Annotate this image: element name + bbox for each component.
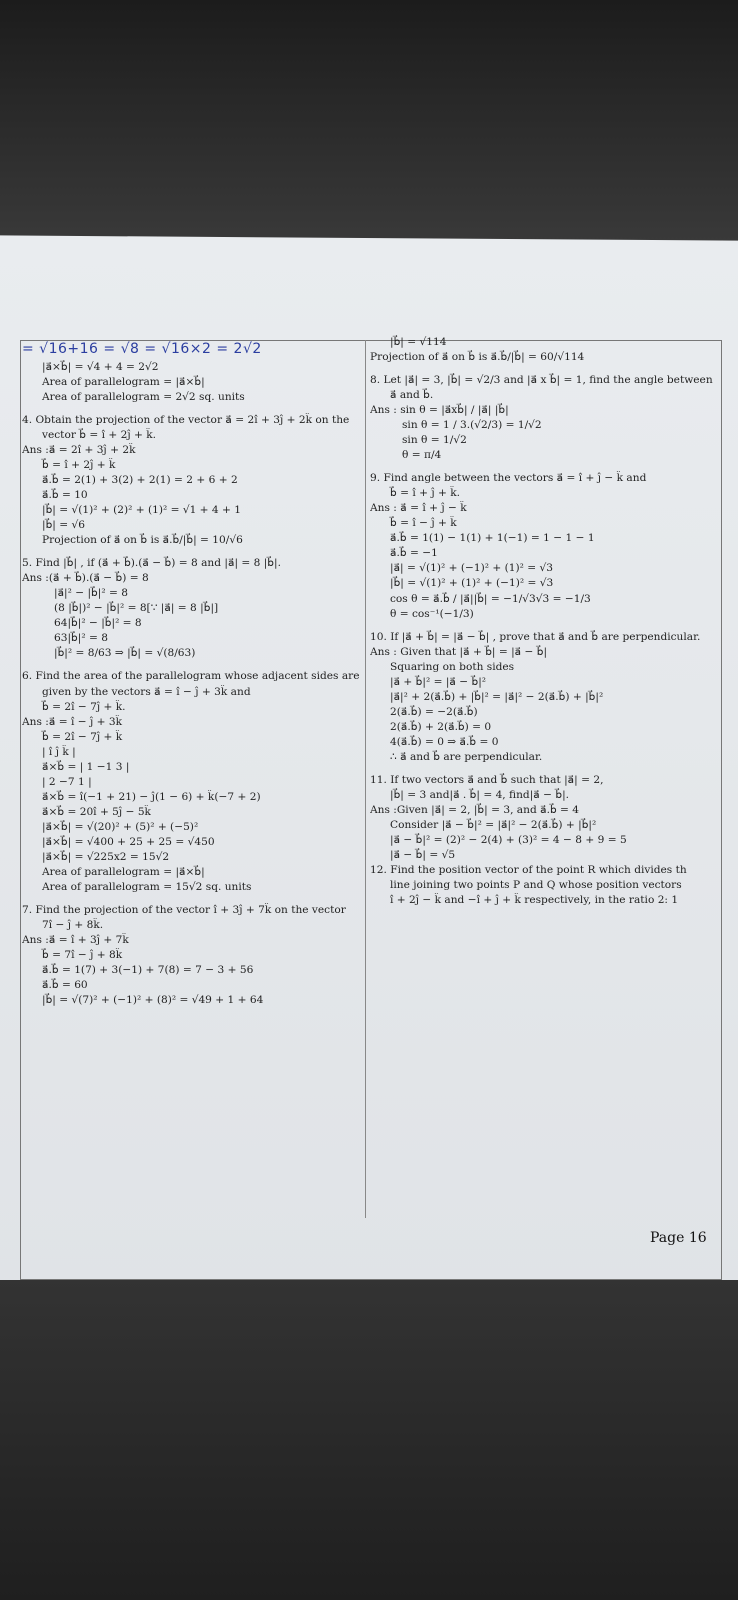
left-text-line: (8 |b⃗|)² − |b⃗|² = 8[∵ |a⃗| = 8 |b⃗|] bbox=[54, 602, 219, 615]
left-text-line: Area of parallelogram = |a⃗×b⃗| bbox=[42, 865, 205, 878]
left-text-line: 7. Find the projection of the vector î + 3ĵ + 7k̂ on the vector bbox=[22, 903, 346, 916]
right-text-line: Projection of a⃗ on b⃗ is a⃗.b⃗/|b⃗| = 60/√114 bbox=[370, 351, 585, 364]
right-text-line: î + 2ĵ − k̂ and −î + ĵ + k̂ respectively, in the ratio 2: 1 bbox=[390, 894, 679, 907]
right-text-line: b⃗ = î − ĵ + k̂ bbox=[390, 517, 457, 530]
right-text-line: |a⃗ + b⃗|² = |a⃗ − b⃗|² bbox=[390, 675, 487, 688]
right-text-line: line joining two points P and Q whose position vectors bbox=[390, 879, 682, 892]
left-text-line: a⃗×b⃗ = î(−1 + 21) − ĵ(1 − 6) + k̂(−7 + 2) bbox=[42, 790, 261, 803]
left-text-line: | î ĵ k̂ | bbox=[42, 745, 76, 758]
left-text-line: given by the vectors a⃗ = î − ĵ + 3k̂ and bbox=[42, 685, 251, 698]
right-text-line: sin θ = 1 / 3.(√2/3) = 1/√2 bbox=[402, 419, 542, 432]
left-text-line: a⃗.b⃗ = 60 bbox=[42, 979, 88, 992]
right-text-line: Squaring on both sides bbox=[390, 660, 515, 673]
left-text-line: Area of parallelogram = 15√2 sq. units bbox=[42, 880, 252, 893]
right-text-line: a⃗.b⃗ = −1 bbox=[390, 547, 438, 560]
left-text-line: 7î − ĵ + 8k̂. bbox=[42, 918, 104, 931]
left-text-line: |b⃗|² = 8/63 ⇒ |b⃗| = √(8/63) bbox=[54, 647, 196, 660]
left-text-line: b⃗ = 2î − 7ĵ + k̂ bbox=[42, 730, 123, 743]
left-text-line: |a⃗×b⃗| = √225x2 = 15√2 bbox=[42, 850, 170, 863]
right-text-line: 12. Find the position vector of the point R which divides th bbox=[370, 864, 687, 877]
right-text-line: Ans :Given |a⃗| = 2, |b⃗| = 3, and a⃗.b⃗ = 4 bbox=[370, 803, 580, 816]
left-text-line: = √16+16 = √8 = √16×2 = 2√2 bbox=[22, 341, 262, 357]
left-column bbox=[22, 340, 360, 1008]
left-text-line: |b⃗| = √(1)² + (2)² + (1)² = √1 + 4 + 1 bbox=[42, 504, 242, 517]
right-text-line: |a⃗ − b⃗| = √5 bbox=[390, 849, 456, 861]
right-text-line: θ = π/4 bbox=[402, 449, 442, 462]
left-text-line: Ans :(a⃗ + b⃗).(a⃗ − b⃗) = 8 bbox=[22, 572, 149, 585]
right-text-line: 8. Let |a⃗| = 3, |b⃗| = √2/3 and |a⃗ x b⃗| = 1, find the angle between bbox=[370, 374, 713, 387]
left-text-line: b⃗ = 2î − 7ĵ + k̂. bbox=[42, 700, 126, 713]
left-text-line: Projection of a⃗ on b⃗ is a⃗.b⃗/|b⃗| = 10/√6 bbox=[42, 534, 243, 547]
right-text-line: 4(a⃗.b⃗) = 0 ⇒ a⃗.b⃗ = 0 bbox=[390, 735, 499, 748]
column-divider bbox=[365, 340, 366, 1218]
left-text-line: Ans :a⃗ = î + 3ĵ + 7k̂ bbox=[22, 934, 129, 946]
left-text-line: a⃗.b⃗ = 2(1) + 3(2) + 2(1) = 2 + 6 + 2 bbox=[42, 474, 238, 487]
right-text-line: |a⃗ − b⃗|² = (2)² − 2(4) + (3)² = 4 − 8 + 9 = 5 bbox=[390, 833, 627, 846]
right-text-line: ∴ a⃗ and b⃗ are perpendicular. bbox=[390, 750, 543, 763]
left-text-line: |a⃗|² − |b⃗|² = 8 bbox=[54, 587, 128, 600]
right-text-line: θ = cos⁻¹(−1/3) bbox=[390, 607, 474, 620]
right-text-line: 2(a⃗.b⃗) = −2(a⃗.b⃗) bbox=[390, 705, 478, 718]
left-text-line: 6. Find the area of the parallelogram whose adjacent sides are bbox=[22, 670, 360, 683]
left-text-line: 63|b⃗|² = 8 bbox=[54, 632, 108, 645]
right-text-line: |b⃗| = √(1)² + (1)² + (−1)² = √3 bbox=[390, 577, 554, 590]
right-text-line: Ans : a⃗ = î + ĵ − k̂ bbox=[370, 502, 467, 515]
right-text-line: 9. Find angle between the vectors a⃗ = î + ĵ − k̂ and bbox=[370, 472, 647, 485]
left-text-line: |a⃗×b⃗| = √4 + 4 = 2√2 bbox=[42, 360, 159, 373]
left-text-line: 64|b⃗|² − |b⃗|² = 8 bbox=[54, 617, 142, 630]
left-text-line: |a⃗×b⃗| = √400 + 25 + 25 = √450 bbox=[42, 835, 215, 848]
right-column bbox=[370, 335, 722, 908]
left-text-line: Area of parallelogram = 2√2 sq. units bbox=[42, 390, 245, 403]
dark-background-top bbox=[0, 0, 738, 250]
right-text-line: |b⃗| = √114 bbox=[390, 336, 447, 348]
left-text-line: a⃗×b⃗ = 20î + 5ĵ − 5k̂ bbox=[42, 805, 151, 818]
left-text-line: vector b⃗ = î + 2ĵ + k̂. bbox=[42, 429, 157, 441]
left-text-line: b⃗ = 7î − ĵ + 8k̂ bbox=[42, 949, 123, 962]
left-text-line: 4. Obtain the projection of the vector a⃗ = 2î + 3ĵ + 2k̂ on the bbox=[22, 413, 350, 426]
left-text-line: |b⃗| = √6 bbox=[42, 519, 85, 532]
left-text-line: a⃗.b⃗ = 1(7) + 3(−1) + 7(8) = 7 − 3 + 56 bbox=[42, 964, 254, 977]
left-text-line: Area of parallelogram = |a⃗×b⃗| bbox=[42, 375, 205, 388]
left-text-line: Ans :a⃗ = î − ĵ + 3k̂ bbox=[22, 715, 123, 728]
right-text-line: Ans : sin θ = |a⃗xb⃗| / |a⃗| |b⃗| bbox=[370, 404, 509, 417]
dark-background-bottom bbox=[0, 1280, 738, 1600]
left-text-line: | 2 −7 1 | bbox=[42, 775, 92, 788]
left-text-line: a⃗×b⃗ = | 1 −1 3 | bbox=[42, 760, 130, 773]
left-text-line: 5. Find |b⃗| , if (a⃗ + b⃗).(a⃗ − b⃗) = 8 and |a⃗| = 8 |b⃗|. bbox=[22, 557, 281, 570]
right-text-line: Consider |a⃗ − b⃗|² = |a⃗|² − 2(a⃗.b⃗) + |b⃗|² bbox=[390, 818, 597, 831]
right-text-line: |a⃗|² + 2(a⃗.b⃗) + |b⃗|² = |a⃗|² − 2(a⃗.b⃗) + |b⃗|² bbox=[390, 690, 604, 703]
right-text-line: b⃗ = î + ĵ + k̂. bbox=[390, 487, 461, 500]
left-text-line: |a⃗×b⃗| = √(20)² + (5)² + (−5)² bbox=[42, 820, 199, 833]
right-text-line: 11. If two vectors a⃗ and b⃗ such that |a⃗| = 2, bbox=[370, 773, 604, 786]
left-text-line: Ans :a⃗ = 2î + 3ĵ + 2k̂ bbox=[22, 444, 136, 457]
right-text-line: sin θ = 1/√2 bbox=[402, 434, 467, 447]
right-text-line: cos θ = a⃗.b⃗ / |a⃗||b⃗| = −1/√3√3 = −1/3 bbox=[390, 592, 591, 605]
left-text-line: |b⃗| = √(7)² + (−1)² + (8)² = √49 + 1 + 64 bbox=[42, 994, 264, 1007]
page-number: Page 16 bbox=[650, 1230, 707, 1246]
left-text-line: b⃗ = î + 2ĵ + k̂ bbox=[42, 459, 116, 472]
right-text-line: |a⃗| = √(1)² + (−1)² + (1)² = √3 bbox=[390, 562, 553, 575]
right-text-line: Ans : Given that |a⃗ + b⃗| = |a⃗ − b⃗| bbox=[370, 645, 548, 658]
right-text-line: a⃗.b⃗ = 1(1) − 1(1) + 1(−1) = 1 − 1 − 1 bbox=[390, 532, 595, 545]
left-text-line: a⃗.b⃗ = 10 bbox=[42, 489, 88, 502]
right-text-line: 2(a⃗.b⃗) + 2(a⃗.b⃗) = 0 bbox=[390, 720, 492, 733]
right-text-line: |b⃗| = 3 and|a⃗ . b⃗| = 4, find|a⃗ − b⃗|. bbox=[390, 788, 570, 801]
right-text-line: a⃗ and b⃗. bbox=[390, 389, 434, 402]
right-text-line: 10. If |a⃗ + b⃗| = |a⃗ − b⃗| , prove that a⃗ and b⃗ are perpendicular. bbox=[370, 630, 701, 643]
